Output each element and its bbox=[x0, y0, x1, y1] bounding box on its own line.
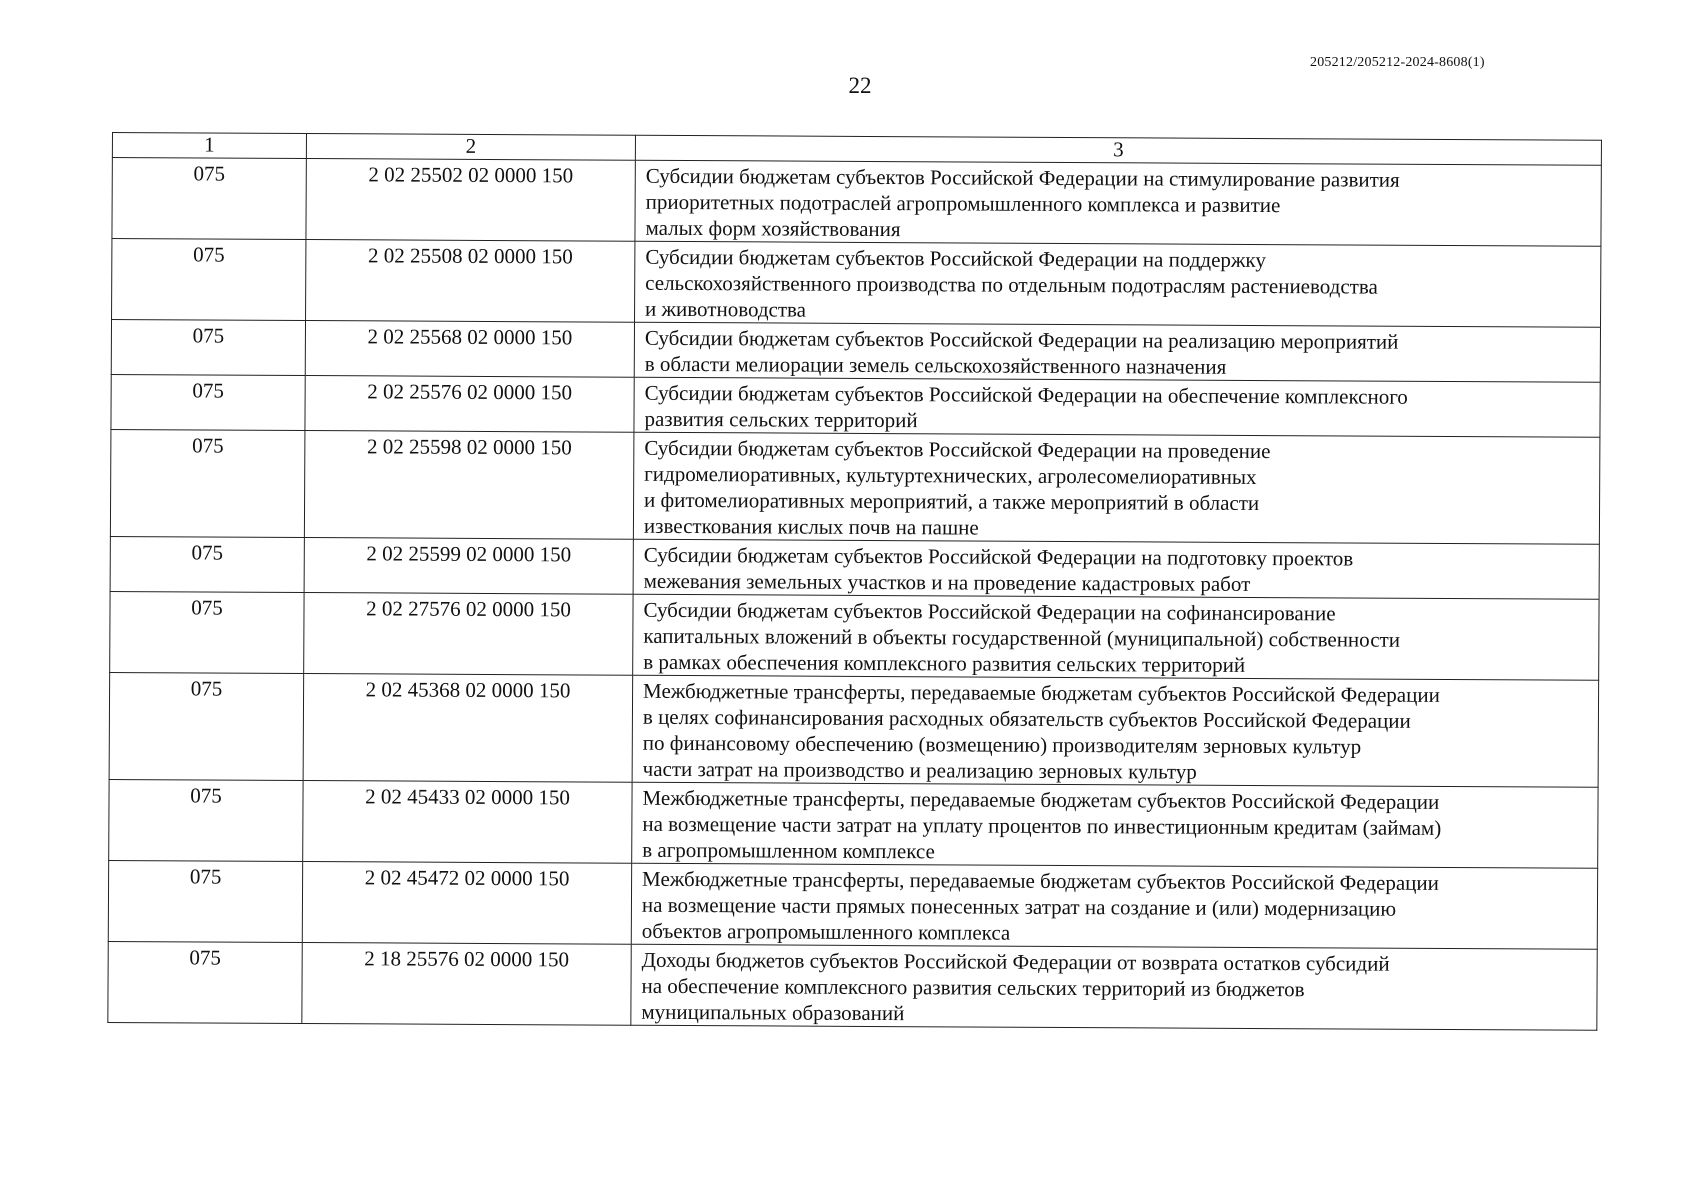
table-row bbox=[109, 779, 1598, 868]
page-number: 22 bbox=[848, 73, 872, 98]
admin-code-cell: 075 bbox=[112, 239, 306, 321]
table-row bbox=[112, 158, 1601, 247]
budget-codes-table bbox=[107, 132, 1602, 1031]
admin-code-cell: 075 bbox=[109, 672, 304, 780]
budget-classification-code-cell: 2 02 25599 02 0000 150 bbox=[304, 538, 633, 595]
revenue-name-cell: Субсидии бюджетам субъектов Российской Федерации на софинансирование капитальных вложений в объекты государственной (муниципальной) собственности в рамках обеспечения комплексного развития сельских территорий bbox=[633, 594, 1599, 680]
table-row bbox=[108, 860, 1597, 949]
admin-code-cell: 075 bbox=[110, 429, 305, 537]
column-number-2: 2 bbox=[306, 134, 635, 161]
budget-classification-code-cell: 2 02 25568 02 0000 150 bbox=[305, 321, 634, 378]
table-row bbox=[110, 591, 1599, 680]
revenue-name-cell: Субсидии бюджетам субъектов Российской Федерации на подготовку проектов межевания земельных участков и на проведение кадастровых работ bbox=[633, 539, 1599, 599]
revenue-name-cell: Субсидии бюджетам субъектов Российской Федерации на проведение гидромелиоративных, культуртехнических, агролесомелиоративных и фитомелиоративных мероприятий, а также мероприятий в области известкования кислых почв на пашне bbox=[633, 432, 1600, 544]
budget-classification-code-cell: 2 02 27576 02 0000 150 bbox=[304, 593, 633, 676]
revenue-name-cell: Субсидии бюджетам субъектов Российской Федерации на обеспечение комплексного развития сельских территорий bbox=[634, 377, 1600, 437]
revenue-name-cell: Межбюджетные трансферты, передаваемые бюджетам субъектов Российской Федерации на возмещение части прямых понесенных затрат на создание и (или) модернизацию объектов агропромышленного комплекса bbox=[631, 863, 1597, 949]
admin-code-cell: 075 bbox=[110, 591, 304, 673]
table-row bbox=[110, 429, 1600, 544]
revenue-name-cell: Межбюджетные трансферты, передаваемые бюджетам субъектов Российской Федерации на возмещение части затрат на уплату процентов по инвестиционным кредитам (займам) в агропромышленном комплексе bbox=[632, 782, 1598, 868]
budget-classification-code-cell: 2 02 25502 02 0000 150 bbox=[306, 159, 635, 242]
budget-classification-code-cell: 2 18 25576 02 0000 150 bbox=[302, 943, 631, 1026]
revenue-name-cell: Межбюджетные трансферты, передаваемые бюджетам субъектов Российской Федерации в целях софинансирования расходных обязательств субъектов Российской Федерации по финансовому обеспечению (возмещению) производителям зерновых культур части затрат на производство и реализацию зерновых культур bbox=[632, 675, 1599, 787]
column-number-3: 3 bbox=[635, 135, 1601, 165]
table-row bbox=[111, 374, 1600, 437]
admin-code-cell: 075 bbox=[108, 860, 302, 942]
table-row bbox=[109, 672, 1599, 787]
budget-classification-code-cell: 2 02 25598 02 0000 150 bbox=[304, 431, 634, 540]
table-body bbox=[108, 158, 1602, 1031]
table-row bbox=[111, 320, 1600, 383]
budget-classification-code-cell: 2 02 45472 02 0000 150 bbox=[302, 862, 631, 945]
budget-classification-code-cell: 2 02 25508 02 0000 150 bbox=[306, 240, 635, 323]
admin-code-cell: 075 bbox=[110, 536, 304, 592]
revenue-name-cell: Субсидии бюджетам субъектов Российской Федерации на поддержку сельскохозяйственного производства по отдельным подотраслям растениеводства и животноводства bbox=[635, 241, 1601, 327]
document-id: 205212/205212-2024-8608(1) bbox=[1310, 55, 1485, 70]
admin-code-cell: 075 bbox=[108, 941, 302, 1023]
admin-code-cell: 075 bbox=[111, 320, 305, 376]
revenue-name-cell: Субсидии бюджетам субъектов Российской Федерации на стимулирование развития приоритетных подотраслей агропромышленного комплекса и развитие малых форм хозяйствования bbox=[635, 160, 1601, 246]
budget-classification-code-cell: 2 02 45433 02 0000 150 bbox=[303, 781, 632, 864]
revenue-name-cell: Субсидии бюджетам субъектов Российской Федерации на реализацию мероприятий в области мелиорации земель сельскохозяйственного назначения bbox=[634, 322, 1600, 382]
table-row bbox=[108, 941, 1597, 1030]
column-number-1: 1 bbox=[112, 133, 306, 159]
admin-code-cell: 075 bbox=[111, 374, 305, 430]
budget-classification-code-cell: 2 02 25576 02 0000 150 bbox=[305, 376, 634, 433]
admin-code-cell: 075 bbox=[109, 779, 303, 861]
admin-code-cell: 075 bbox=[112, 158, 306, 240]
table-row bbox=[112, 239, 1601, 328]
table-row bbox=[110, 536, 1599, 599]
budget-classification-code-cell: 2 02 45368 02 0000 150 bbox=[303, 674, 633, 783]
revenue-name-cell: Доходы бюджетов субъектов Российской Федерации от возврата остатков субсидий на обеспечение комплексного развития сельских территорий из бюджетов муниципальных образований bbox=[631, 944, 1597, 1030]
